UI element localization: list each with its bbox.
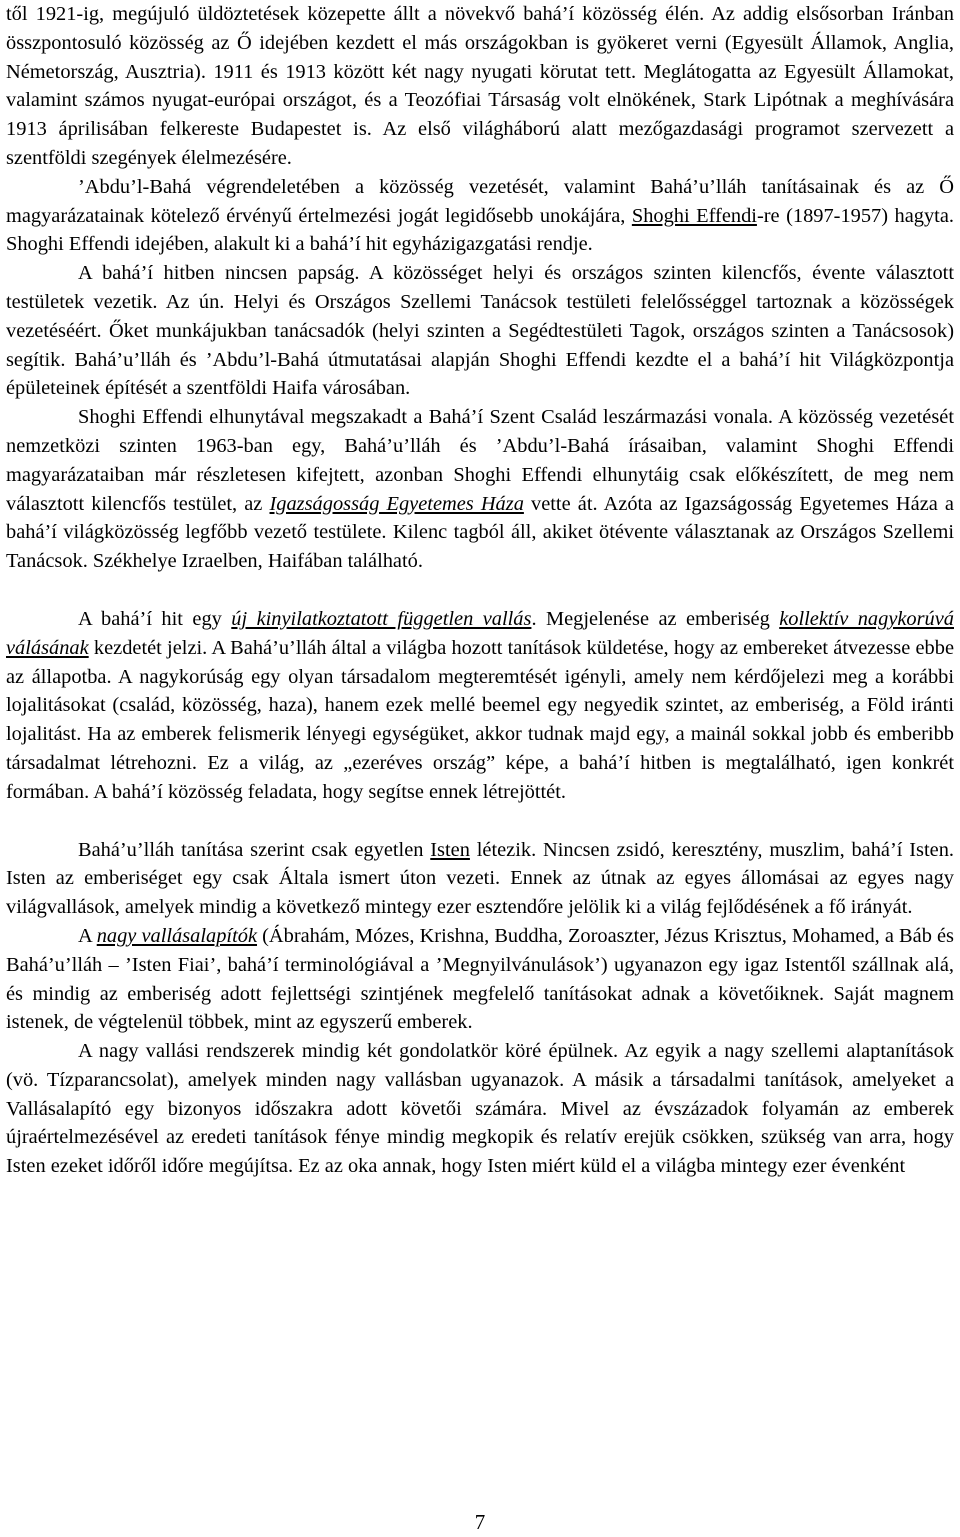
text-run: A bahá’í hit egy — [78, 607, 232, 630]
text-run: A — [78, 924, 97, 947]
document-body — [6, 0, 954, 1181]
text-run: . Megjelenése az emberiség — [531, 607, 780, 630]
text-run: től 1921-ig, megújuló üldöztetések közepette állt a növekvő bahá’í közösség élén. Az addig elsősorban Iránban összpontosuló közösség az Ő idejében kezdett el más országokban is gyökeret verni (Egyesült Államok, Anglia, Németország, Ausztria). 1911 és 1913 között két nagy nyugati körutat tett. Meglátogatta az Egyesült Államokat, valamint számos nyugat-európai országot, és a Teozófiai Társaság volt elnökének, Stark Lipótnak a meghívására 1913 áprilisában felkereste Budapestet is. Az első világháború alatt mezőgazdasági programot szervezett a szentföldi szegények élelmezésére. — [6, 3, 954, 169]
paragraph — [6, 173, 954, 259]
paragraph — [6, 259, 954, 403]
text-run: Bahá’u’lláh tanítása szerint csak egyetlen — [78, 838, 431, 861]
emphasized-term: kollektív nagykorúvá válásának — [6, 607, 954, 659]
text-run: A bahá’í hitben nincsen papság. A közösséget helyi és országos szinten kilencfős, évente választott testületek vezetik. Az ún. Helyi és Országos Szellemi Tanácsok testületi felelősséggel tartoznak a közösségek vezetéséért. Őket munkájukban tanácsadók (helyi szinten a Segédtestületi Tagok, országos szinten a Tanácsosok) segítik. Bahá’u’lláh és ’Abdu’l-Bahá útmutatásai alapján Shoghi Effendi kezdte el a bahá’í hit Világközpontja épületeinek építését a szentföldi Haifa városában. — [6, 262, 954, 400]
paragraph — [6, 836, 954, 922]
emphasized-term: új kinyilatkoztatott független vallás — [231, 607, 532, 630]
paragraph — [6, 922, 954, 1037]
text-run: létezik. Nincsen zsidó, keresztény, muszlim, bahá’í Isten. Isten az emberiséget egy csak Általa ismert úton vezeti. Ennek az útnak az egyes állomásai az egyes nagy világvallások, amelyek mindig a következő mintegy ezer esztendőre jelölik ki a világ fejlődésének a fő irányát. — [6, 838, 954, 919]
page-number: 7 — [474, 1510, 486, 1534]
paragraph — [6, 1037, 954, 1181]
text-run: -re (1897-1957) hagyta. Shoghi Effendi idejében, alakult ki a bahá’í hit egyházigazgatási rendje. — [6, 204, 954, 256]
paragraph — [6, 605, 954, 807]
emphasized-term: Isten — [430, 838, 470, 861]
paragraph-gap — [6, 807, 954, 836]
text-run: ’Abdu’l-Bahá végrendeletében a közösség vezetését, valamint Bahá’u’lláh tanításainak és az Ő magyarázatainak kötelező érvényű értelmezési jogát legidősebb unokájára, — [6, 175, 954, 227]
paragraph — [6, 0, 954, 173]
emphasized-term: Igazságosság Egyetemes Háza — [269, 492, 524, 515]
text-run: kezdetét jelzi. A Bahá’u’lláh által a világba hozott tanítások küldetése, hogy az embereket átvezesse ebbe az állapotba. A nagykorúság egy olyan társadalom megteremtését igényli, amely nem kérdőjelezi meg a korábbi lojalitásokat (család, közösség, haza), hanem ezek mellé beemel egy negyedik szintet, az emberiség, a Föld iránti lojalitást. Ha az emberek felismerik lényegi egységüket, akkor tudnak majd egy, a mainál sokkal jobb és emberibb társadalmat létrehozni. Ez a világ, az „ezeréves ország” képe, a bahá’í hitben is megtalálható, igen konkrét formában. A bahá’í közösség feladata, hogy segítse ennek létrejöttét. — [6, 636, 954, 803]
text-run: (Ábrahám, Mózes, Krishna, Buddha, Zoroaszter, Jézus Krisztus, Mohamed, a Báb és Bahá’u’lláh – ’Isten Fiai’, bahá’í terminológiával a ’Megnyilvánulások’) ugyanazon egy igaz Istentől szállnak alá, és mindig az emberiség adott fejlettségi szintjének megfelelő tanításokat adnak a követőiknek. Saját magnem istenek, de végtelenül többek, mint az egyszerű emberek. — [6, 924, 954, 1034]
text-run: A nagy vallási rendszerek mindig két gondolatkör köré épülnek. Az egyik a nagy szellemi alaptanítások (vö. Tízparancsolat), amelyek minden nagy vallásban ugyanazok. A másik a társadalmi tanítások, amelyeket a Vallásalapító egy bizonyos időszakra adott követői számára. Mivel az évszázadok folyamán az emberek újraértelmezésével az eredeti tanítások fénye mindig megkopik és relatív erejük csökken, szükség van arra, hogy Isten ezeket időről időre megújítsa. Ez az oka annak, hogy Isten miért küld el a világba mintegy ezer évenként — [6, 1040, 954, 1178]
paragraph — [6, 403, 954, 576]
text-run: vette át. Azóta az Igazságosság Egyetemes Háza a bahá’í világközösség legfőbb vezető testülete. Kilenc tagból áll, akiket ötévente választanak az Országos Szellemi Tanácsok. Székhelye Izraelben, Haifában található. — [6, 492, 954, 573]
document-page — [6, 0, 954, 1181]
text-run: Shoghi Effendi elhunytával megszakadt a Bahá’í Szent Család leszármazási vonala. A közösség vezetését nemzetközi szinten 1963-ban egy, Bahá’u’lláh és ’Abdu’l-Bahá írásaiban, valamint Shoghi Effendi magyarázataiban már részletesen kifejtett, azonban Shoghi Effendi elhunytáig csak előkészített, de meg nem választott kilencfős testület, az — [6, 406, 954, 515]
paragraph-gap — [6, 576, 954, 605]
emphasized-term: nagy vallásalapítók — [96, 924, 258, 947]
emphasized-term: Shoghi Effendi — [631, 204, 757, 227]
